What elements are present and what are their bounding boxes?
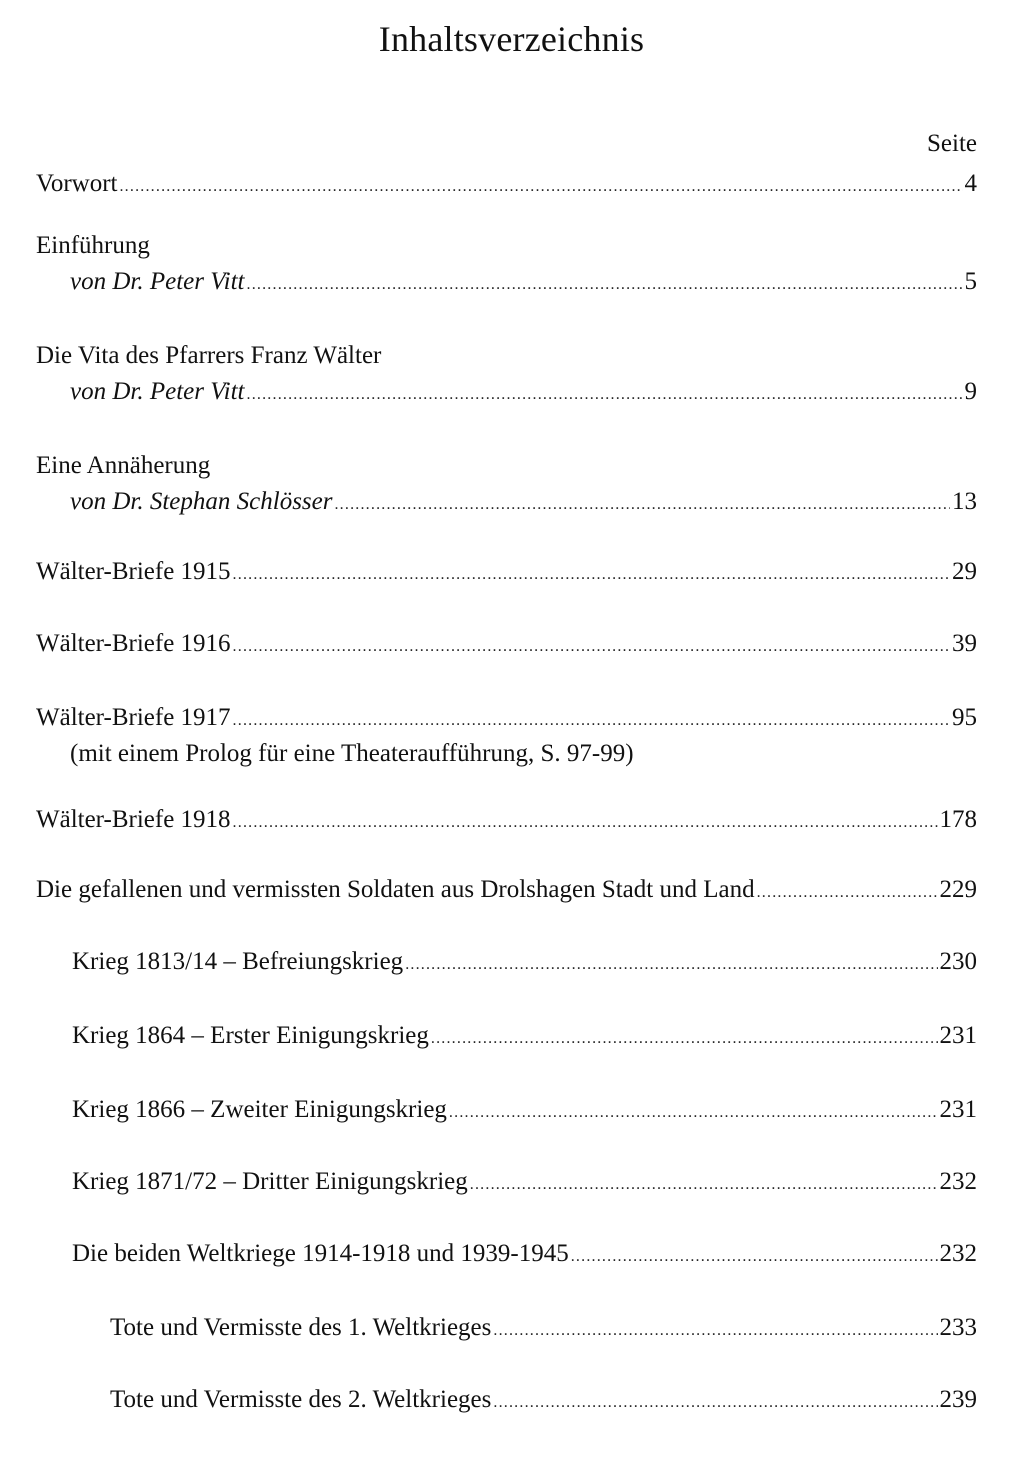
toc-entry-author: von Dr. Stephan Schlösser <box>70 488 333 515</box>
toc-entry-krieg-1864[interactable] <box>72 1022 977 1054</box>
toc-entry-page: 233 <box>939 1314 977 1341</box>
dot-leader <box>470 1176 938 1194</box>
toc-entry-page: 5 <box>964 268 977 295</box>
toc-entry-label: Wälter-Briefe 1916 <box>36 630 231 657</box>
dot-leader <box>571 1248 938 1266</box>
toc-entry-annaeherung[interactable] <box>70 488 977 520</box>
page-column-header: Seite <box>927 130 977 157</box>
toc-entry-heading: Die Vita des Pfarrers Franz Wälter <box>36 342 382 369</box>
toc-entry-page: 239 <box>939 1386 977 1413</box>
toc-entry-page: 229 <box>939 876 977 903</box>
toc-entry-krieg-1866[interactable] <box>72 1096 977 1128</box>
toc-entry-label: Die beiden Weltkriege 1914-1918 und 1939-1945 <box>72 1240 569 1267</box>
dot-leader <box>247 276 963 294</box>
toc-entry-page: 9 <box>964 378 977 405</box>
dot-leader <box>334 496 950 514</box>
dot-leader <box>233 566 950 584</box>
toc-entry-einfuehrung[interactable] <box>70 268 977 300</box>
toc-entry-label: Wälter-Briefe 1917 <box>36 704 231 731</box>
dot-leader <box>405 956 937 974</box>
toc-entry-note: (mit einem Prolog für eine Theateraufführung, S. 97-99) <box>70 740 634 767</box>
toc-entry-krieg-1871[interactable] <box>72 1168 977 1200</box>
dot-leader <box>233 814 938 832</box>
toc-entry-page: 232 <box>939 1240 977 1267</box>
toc-entry-weltkrieg-1[interactable] <box>110 1314 977 1346</box>
toc-entry-page: 13 <box>952 488 977 515</box>
toc-entry-label: Krieg 1813/14 – Befreiungskrieg <box>72 948 404 975</box>
toc-entry-page: 230 <box>939 948 977 975</box>
toc-entry-label: Krieg 1866 – Zweiter Einigungskrieg <box>72 1096 447 1123</box>
toc-entry-vita[interactable] <box>70 378 977 410</box>
toc-entry-vorwort[interactable] <box>36 170 977 202</box>
toc-entry-label: Krieg 1864 – Erster Einigungskrieg <box>72 1022 429 1049</box>
toc-entry-krieg-1813[interactable] <box>72 948 977 980</box>
toc-entry-briefe-1916[interactable] <box>36 630 977 662</box>
toc-entry-label: Vorwort <box>36 170 118 197</box>
toc-entry-weltkriege[interactable] <box>72 1240 977 1272</box>
toc-entry-page: 231 <box>939 1096 977 1123</box>
dot-leader <box>233 638 950 656</box>
toc-entry-label: Wälter-Briefe 1918 <box>36 806 231 833</box>
toc-entry-page: 178 <box>939 806 977 833</box>
dot-leader <box>493 1322 937 1340</box>
dot-leader <box>233 712 950 730</box>
toc-entry-label: Tote und Vermisste des 1. Weltkrieges <box>110 1314 492 1341</box>
dot-leader <box>449 1104 938 1122</box>
toc-entry-gefallene[interactable] <box>36 876 977 908</box>
dot-leader <box>493 1394 937 1412</box>
toc-entry-weltkrieg-2[interactable] <box>110 1386 977 1418</box>
toc-entry-page: 39 <box>952 630 977 657</box>
toc-entry-label: Tote und Vermisste des 2. Weltkrieges <box>110 1386 492 1413</box>
toc-entry-label: Die gefallenen und vermissten Soldaten aus Drolshagen Stadt und Land <box>36 876 755 903</box>
toc-entry-briefe-1915[interactable] <box>36 558 977 590</box>
toc-entry-briefe-1918[interactable] <box>36 806 977 838</box>
dot-leader <box>119 178 962 196</box>
toc-entry-heading: Einführung <box>36 232 150 259</box>
toc-entry-page: 232 <box>939 1168 977 1195</box>
toc-entry-page: 4 <box>964 170 977 197</box>
dot-leader <box>757 884 938 902</box>
toc-entry-briefe-1917[interactable] <box>36 704 977 736</box>
toc-entry-label: Wälter-Briefe 1915 <box>36 558 231 585</box>
dot-leader <box>247 386 963 404</box>
toc-entry-page: 29 <box>952 558 977 585</box>
page-title: Inhaltsverzeichnis <box>378 19 645 59</box>
toc-entry-label: Krieg 1871/72 – Dritter Einigungskrieg <box>72 1168 468 1195</box>
toc-entry-author: von Dr. Peter Vitt <box>70 268 245 295</box>
toc-entry-author: von Dr. Peter Vitt <box>70 378 245 405</box>
dot-leader <box>431 1030 938 1048</box>
toc-entry-page: 95 <box>952 704 977 731</box>
toc-entry-page: 231 <box>939 1022 977 1049</box>
toc-entry-heading: Eine Annäherung <box>36 452 211 479</box>
